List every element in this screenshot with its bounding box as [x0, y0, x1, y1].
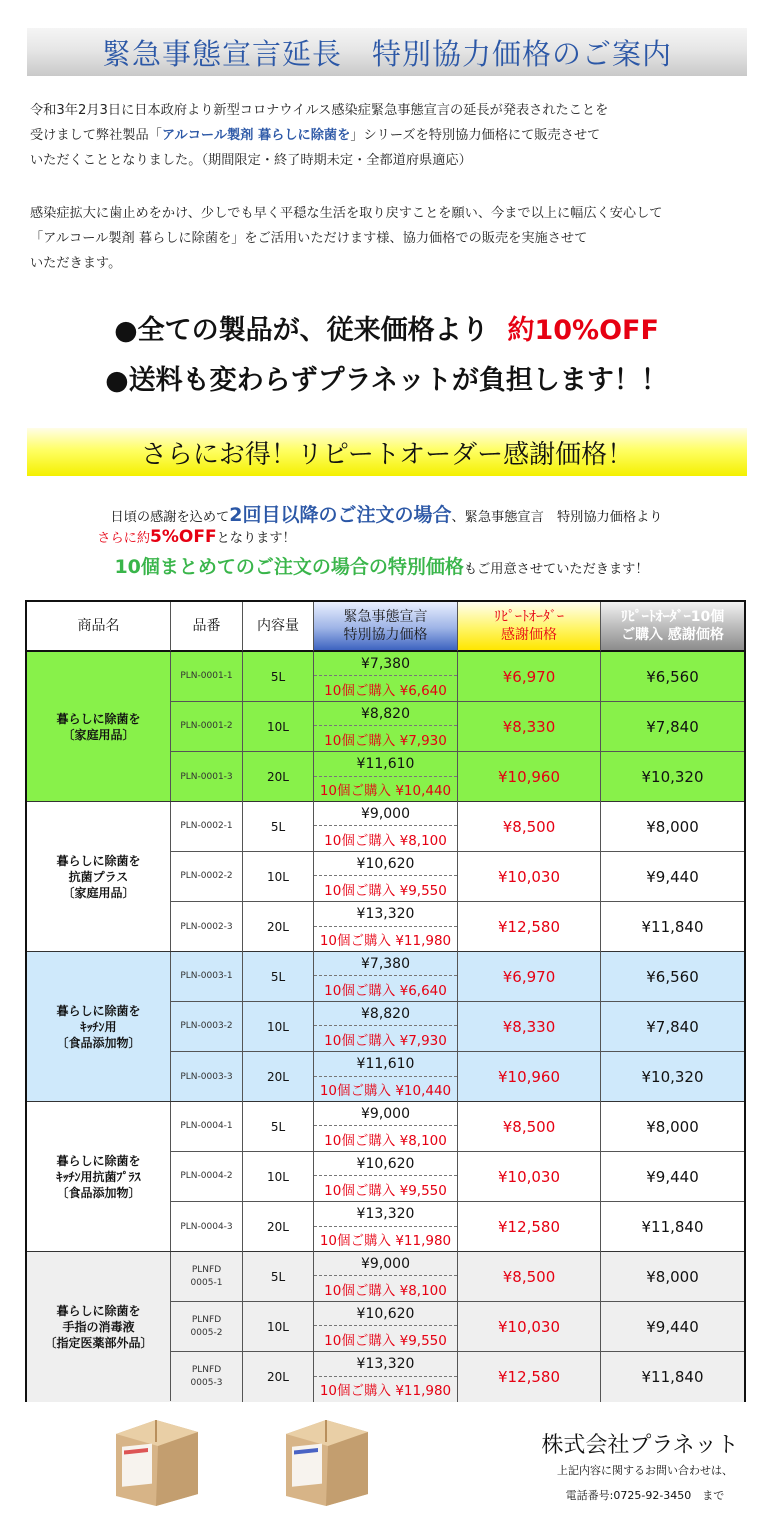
product-name-line: 暮らしに除菌を — [56, 853, 141, 868]
repeat-price-cell: ¥8,330 — [458, 702, 601, 752]
intro-paragraph-1 — [30, 98, 750, 173]
product-code-cell — [171, 1252, 243, 1302]
product-code-cell — [171, 652, 243, 702]
header-repeat-price: ﾘﾋﾟｰﾄｵｰﾀﾞｰ 感謝価格 — [458, 602, 601, 652]
repeat-order-title: さらにお得！リピートオーダー感謝価格！ — [140, 439, 634, 470]
volume-cell: 10L — [243, 1302, 314, 1352]
product-name-line: 暮らしに除菌を — [56, 1153, 141, 1168]
special-price-10pcs: 10個ご購入 ¥8,100 — [324, 1282, 447, 1299]
table-row — [171, 652, 744, 702]
special-price-cell — [314, 1302, 458, 1352]
product-code-cell — [171, 702, 243, 752]
product-name-cell — [27, 802, 171, 951]
header-code: 品番 — [171, 602, 243, 652]
repeat10-price-cell: ¥11,840 — [641, 1218, 704, 1236]
repeat-price-cell: ¥6,970 — [458, 952, 601, 1002]
product-code-cell — [171, 1002, 243, 1052]
repeat-intro-line-3: 10個まとめてのご注文の場合の特別価格もご用意させていただきます！ — [114, 556, 649, 578]
table-row — [171, 1252, 744, 1302]
product-code-cell — [171, 1352, 243, 1402]
product-code-cell — [171, 1302, 243, 1352]
special-price-cell — [314, 1002, 458, 1052]
special-price-cell — [314, 752, 458, 802]
repeat10-price-cell: ¥11,840 — [641, 1368, 704, 1386]
special-price: ¥11,610 — [314, 753, 457, 777]
page-title: 緊急事態宣言延長 特別協力価格のご案内 — [101, 36, 672, 71]
product-box-image-1 — [110, 1412, 202, 1507]
product-code-cell — [171, 802, 243, 852]
product-name-line: 暮らしに除菌を — [56, 1003, 141, 1018]
header-repeat10-price: ﾘﾋﾟｰﾄｵｰﾀﾞｰ10個 ご購入 感謝価格 — [601, 602, 744, 652]
discount-badge: 約10%OFF — [507, 315, 659, 346]
special-price: ¥9,000 — [314, 1252, 457, 1276]
repeat-price-cell: ¥12,580 — [458, 1352, 601, 1402]
repeat-price-cell: ¥10,030 — [458, 1302, 601, 1352]
product-box-image-2 — [280, 1412, 372, 1507]
repeat10-price-cell: ¥7,840 — [601, 1002, 744, 1052]
volume-cell: 5L — [243, 1102, 314, 1152]
product-code-cell — [171, 852, 243, 902]
volume-cell: 10L — [243, 702, 314, 752]
table-row — [171, 1352, 744, 1402]
repeat-price-cell: ¥8,500 — [458, 1252, 601, 1302]
special-price: ¥10,620 — [314, 1302, 457, 1326]
product-name-line: ｷｯﾁﾝ用 — [80, 1019, 117, 1034]
product-name-line: 〔食品添加物〕 — [56, 1035, 141, 1050]
special-price-cell — [314, 902, 458, 952]
volume-cell: 5L — [243, 652, 314, 702]
intro-paragraph-2 — [30, 201, 750, 276]
product-series-name: アルコール製剤 暮らしに除菌を — [161, 128, 351, 143]
volume-cell: 20L — [243, 752, 314, 802]
volume-cell: 20L — [243, 902, 314, 952]
repeat-price-cell: ¥12,580 — [458, 902, 601, 952]
repeat10-price-cell: ¥9,440 — [601, 852, 744, 902]
special-price-10pcs: 10個ご購入 ¥6,640 — [324, 682, 447, 699]
table-row — [171, 1002, 744, 1052]
special-price: ¥9,000 — [314, 802, 457, 826]
volume-cell: 20L — [243, 1052, 314, 1102]
product-code: PLN-0003-3 — [180, 1071, 233, 1082]
intro-line: 「アルコール製剤 暮らしに除菌を」をご活用いただけます様、協力価格での販売を実施させて — [30, 231, 588, 246]
product-code-cell — [171, 1202, 243, 1252]
special-price: ¥13,320 — [314, 1353, 457, 1377]
product-name-line: 〔家庭用品〕 — [62, 885, 135, 900]
volume-cell: 5L — [243, 802, 314, 852]
volume-cell: 5L — [243, 952, 314, 1002]
product-group — [27, 1102, 744, 1252]
page-title-banner — [27, 28, 747, 76]
product-code: PLN-0004-1 — [180, 1121, 233, 1131]
product-name-line: 暮らしに除菌を — [56, 1303, 141, 1318]
repeat10-price-cell: ¥6,560 — [601, 952, 744, 1002]
repeat-intro-line-2: さらに約5%OFFとなります！ — [97, 527, 296, 547]
product-code-cell — [171, 902, 243, 952]
repeat10-price-cell: ¥10,320 — [641, 1068, 704, 1086]
volume-cell: 20L — [243, 1352, 314, 1402]
table-row — [171, 1102, 744, 1152]
special-price-10pcs: 10個ご購入 ¥9,550 — [324, 882, 447, 899]
table-row — [171, 752, 744, 802]
product-code: 0005-1 — [190, 1277, 223, 1288]
repeat-intro-line-1: 日頃の感謝を込めて2回目以降のご注文の場合、緊急事態宣言 特別協力価格より — [110, 504, 663, 526]
repeat-price-cell: ¥10,960 — [458, 1052, 601, 1102]
header-product-name: 商品名 — [27, 602, 171, 652]
special-price: ¥11,610 — [314, 1053, 457, 1077]
intro-line: いただきます。 — [30, 256, 122, 271]
repeat10-price-cell: ¥8,000 — [601, 1102, 744, 1152]
table-row — [171, 952, 744, 1002]
product-code-cell — [171, 1052, 243, 1102]
special-price: ¥8,820 — [314, 1002, 457, 1026]
special-price-10pcs: 10個ご購入 ¥10,440 — [319, 1083, 452, 1099]
special-price: ¥10,620 — [314, 1152, 457, 1176]
product-code: 0005-3 — [190, 1378, 223, 1388]
special-price-10pcs: 10個ご購入 ¥6,640 — [324, 982, 447, 999]
product-code: 0005-2 — [190, 1327, 223, 1338]
special-price-cell — [314, 1252, 458, 1302]
product-code: PLN-0004-3 — [180, 1221, 233, 1232]
special-price: ¥10,620 — [314, 852, 457, 876]
special-price-cell — [314, 1352, 458, 1402]
product-name-line: 〔家庭用品〕 — [62, 727, 135, 742]
product-name-line: ｷｯﾁﾝ用抗菌ﾌﾟﾗｽ — [56, 1169, 141, 1184]
product-name-line: 手指の消毒液 — [62, 1319, 135, 1334]
product-code-cell — [171, 1102, 243, 1152]
repeat-price-cell: ¥8,500 — [458, 1102, 601, 1152]
repeat-price-cell: ¥8,500 — [458, 802, 601, 852]
repeat10-price-cell: ¥11,840 — [641, 918, 704, 936]
special-price-10pcs: 10個ご購入 ¥9,550 — [324, 1182, 447, 1199]
intro-line: 感染症拡大に歯止めをかけ、少しでも早く平穏な生活を取り戻すことを願い、今まで以上に幅広く安心して — [30, 206, 663, 221]
repeat-price-cell: ¥6,970 — [458, 652, 601, 702]
special-price-10pcs: 10個ご購入 ¥10,440 — [319, 783, 452, 799]
special-price: ¥8,820 — [314, 702, 457, 726]
product-code: PLN-0002-2 — [180, 871, 233, 881]
special-price-10pcs: 10個ご購入 ¥7,930 — [324, 1032, 447, 1049]
special-price-cell — [314, 852, 458, 902]
special-price-cell — [314, 1102, 458, 1152]
repeat-price-cell: ¥10,960 — [458, 752, 601, 802]
special-price: ¥7,380 — [314, 952, 457, 976]
special-price-10pcs: 10個ご購入 ¥8,100 — [324, 1132, 447, 1149]
repeat-price-cell: ¥8,330 — [458, 1002, 601, 1052]
product-group — [27, 952, 744, 1102]
product-name-cell — [27, 652, 171, 801]
product-name-cell — [27, 952, 171, 1101]
special-price-10pcs: 10個ご購入 ¥11,980 — [319, 1233, 452, 1249]
repeat-order-banner — [27, 428, 747, 476]
product-group — [27, 1252, 744, 1402]
volume-cell: 10L — [243, 1152, 314, 1202]
product-group — [27, 652, 744, 802]
product-code: PLNFD — [191, 1365, 222, 1375]
special-price: ¥13,320 — [314, 1203, 457, 1227]
product-code-cell — [171, 952, 243, 1002]
special-price-cell — [314, 952, 458, 1002]
product-code: PLN-0003-2 — [180, 1021, 233, 1031]
special-price-10pcs: 10個ご購入 ¥8,100 — [324, 832, 447, 849]
special-price-cell — [314, 1152, 458, 1202]
product-code: PLNFD — [191, 1314, 222, 1325]
product-code: PLN-0002-1 — [180, 821, 233, 831]
product-code: PLN-0002-3 — [180, 921, 233, 932]
special-price-10pcs: 10個ご購入 ¥9,550 — [324, 1332, 447, 1349]
intro-line: 受けまして弊社製品「アルコール製剤 暮らしに除菌を」シリーズを特別協力価格にて販売させて — [30, 128, 601, 143]
headline-discount: ●全ての製品が、従来価格より 約10%OFF — [114, 315, 659, 346]
product-name-line: 〔食品添加物〕 — [56, 1185, 141, 1200]
special-price: ¥7,380 — [314, 652, 457, 676]
product-code: PLN-0004-2 — [180, 1171, 233, 1181]
product-name-cell — [27, 1102, 171, 1251]
volume-cell: 5L — [243, 1252, 314, 1302]
company-name: 株式会社プラネット — [541, 1433, 739, 1458]
repeat10-price-cell: ¥8,000 — [601, 802, 744, 852]
product-name-line: 暮らしに除菌を — [56, 711, 141, 726]
repeat-price-cell: ¥10,030 — [458, 852, 601, 902]
intro-line: 令和3年2月3日に日本政府より新型コロナウイルス感染症緊急事態宣言の延長が発表されたことを — [30, 103, 609, 118]
product-name-line: 〔指定医薬部外品〕 — [44, 1335, 153, 1350]
product-code: PLNFD — [191, 1264, 222, 1275]
special-price-10pcs: 10個ご購入 ¥7,930 — [324, 732, 447, 749]
headline-shipping: ●送料も変わらずプラネットが負担します！！ — [105, 365, 668, 396]
table-row — [171, 1302, 744, 1352]
price-table — [25, 600, 746, 1402]
special-price-cell — [314, 652, 458, 702]
repeat10-price-cell: ¥9,440 — [601, 1152, 744, 1202]
product-code-cell — [171, 1152, 243, 1202]
table-row — [171, 902, 744, 952]
product-code: PLN-0001-1 — [180, 671, 233, 681]
intro-line: いただくこととなりました。（期間限定・終了時期未定・全都道府県適応） — [30, 153, 472, 168]
special-price: ¥9,000 — [314, 1102, 457, 1126]
repeat-price-cell: ¥12,580 — [458, 1202, 601, 1252]
repeat10-price-cell: ¥6,560 — [601, 652, 744, 702]
product-code: PLN-0003-1 — [180, 971, 233, 981]
header-special-price: 緊急事態宣言 特別協力価格 — [314, 602, 458, 652]
product-code-cell — [171, 752, 243, 802]
volume-cell: 10L — [243, 1002, 314, 1052]
table-row — [171, 852, 744, 902]
repeat10-price-cell: ¥8,000 — [601, 1252, 744, 1302]
special-price-10pcs: 10個ご購入 ¥11,980 — [319, 1383, 452, 1399]
table-row — [171, 1202, 744, 1252]
special-price-10pcs: 10個ご購入 ¥11,980 — [319, 933, 452, 949]
special-price-cell — [314, 802, 458, 852]
repeat10-price-cell: ¥7,840 — [601, 702, 744, 752]
repeat10-price-cell: ¥10,320 — [641, 768, 704, 786]
product-name-line: 抗菌プラス — [68, 869, 129, 884]
product-group — [27, 802, 744, 952]
repeat-price-cell: ¥10,030 — [458, 1152, 601, 1202]
product-name-cell — [27, 1252, 171, 1401]
special-price: ¥13,320 — [314, 903, 457, 927]
header-volume: 内容量 — [243, 602, 314, 652]
product-code: PLN-0001-2 — [180, 721, 233, 731]
contact-note: 上記内容に関するお問い合わせは、 — [557, 1464, 733, 1477]
contact-phone: 電話番号:0725-92-3450 まで — [565, 1489, 725, 1502]
table-row — [171, 802, 744, 852]
table-row — [171, 1052, 744, 1102]
special-price-cell — [314, 1052, 458, 1102]
special-price-cell — [314, 702, 458, 752]
repeat10-price-cell: ¥9,440 — [601, 1302, 744, 1352]
table-row — [171, 702, 744, 752]
volume-cell: 20L — [243, 1202, 314, 1252]
special-price-cell — [314, 1202, 458, 1252]
table-row — [171, 1152, 744, 1202]
product-code: PLN-0001-3 — [180, 771, 233, 782]
volume-cell: 10L — [243, 852, 314, 902]
